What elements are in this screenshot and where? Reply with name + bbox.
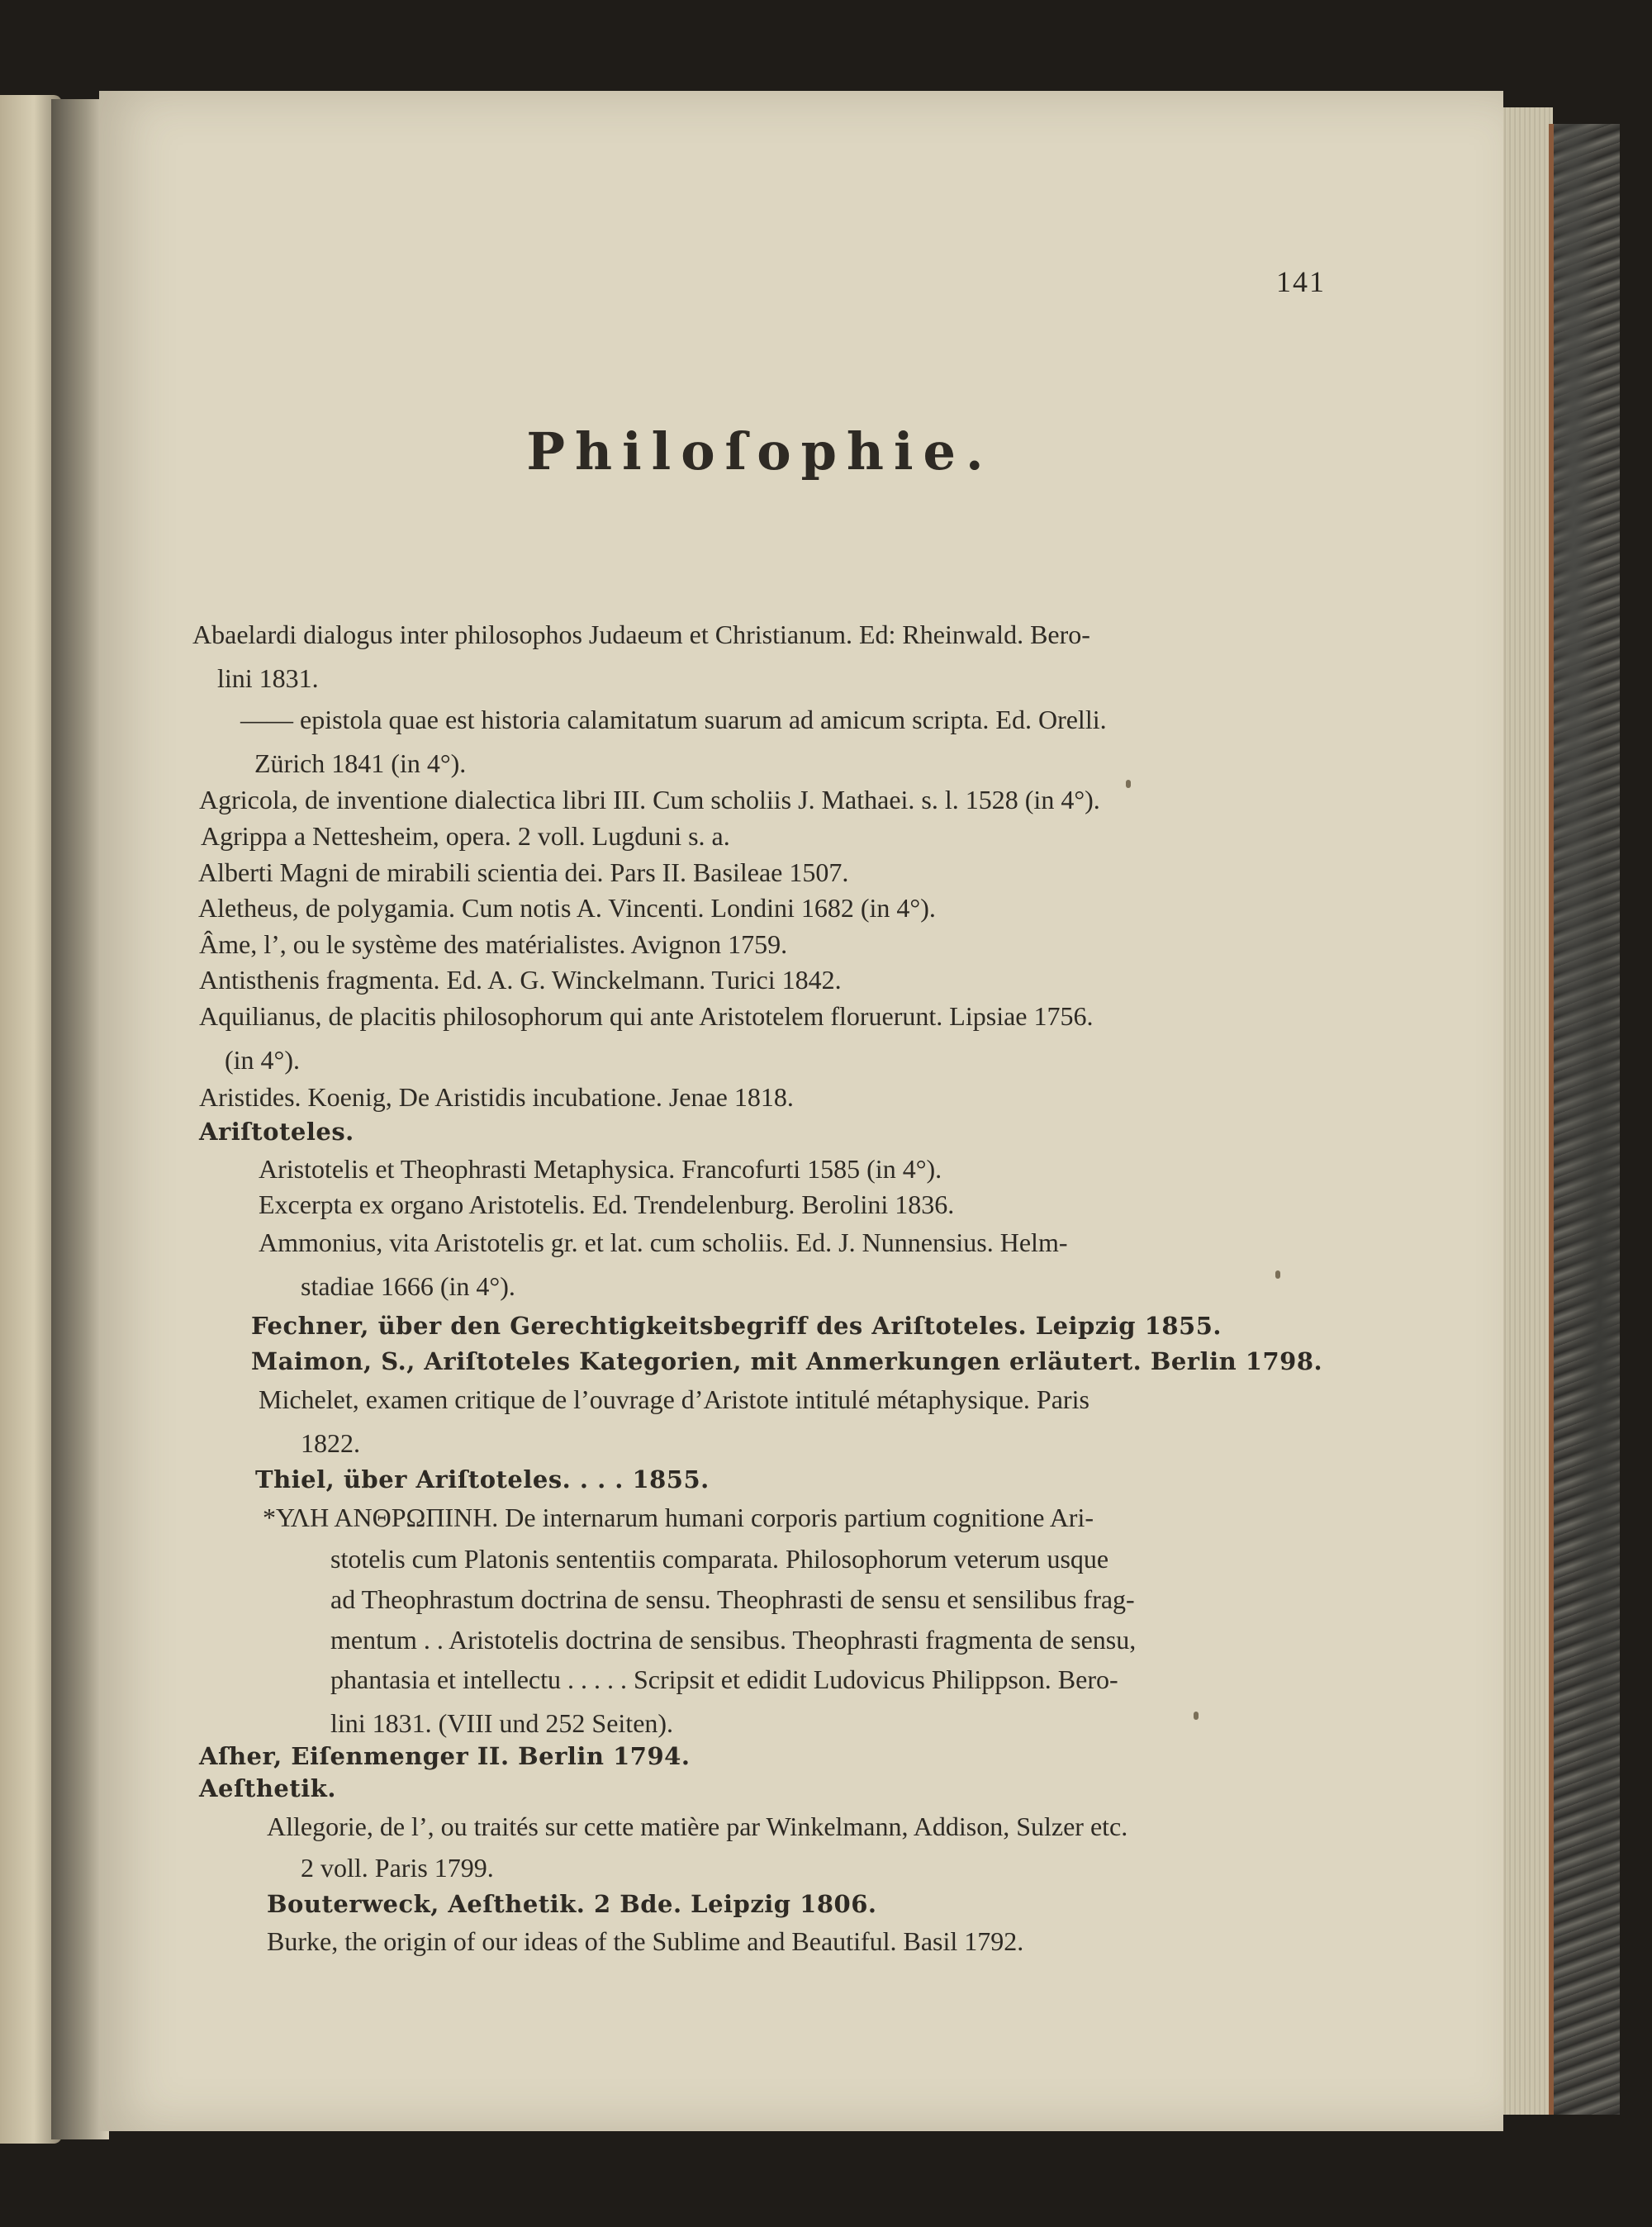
bibliography-line: ad Theophrastum doctrina de sensu. Theophrasti de sensu et sensilibus frag- bbox=[330, 1584, 1135, 1614]
bibliography-line: *ΥΛΗ ΑΝΘΡΩΠΙΝΗ. De internarum humani corporis partium cognitione Ari- bbox=[263, 1503, 1094, 1532]
bibliography-line: Abaelardi dialogus inter philosophos Judaeum et Christianum. Ed: Rheinwald. Bero- bbox=[192, 620, 1090, 649]
bibliography-line: Âme, l’, ou le système des matérialistes. Avignon 1759. bbox=[199, 929, 788, 959]
bibliography-line: Aletheus, de polygamia. Cum notis A. Vincenti. Londini 1682 (in 4°). bbox=[198, 893, 936, 923]
bibliography-line: Bouterweck, Aeſthetik. 2 Bde. Leipzig 1806. bbox=[267, 1890, 877, 1918]
page-number: 141 bbox=[1276, 265, 1326, 298]
bibliography-line: Aristotelis et Theophrasti Metaphysica. Francofurti 1585 (in 4°). bbox=[259, 1154, 942, 1184]
paper-speck bbox=[1126, 780, 1131, 788]
bibliography-line: lini 1831. (VIII und 252 Seiten). bbox=[330, 1708, 674, 1738]
bibliography-line: 2 voll. Paris 1799. bbox=[301, 1853, 494, 1883]
bibliography-line: —— epistola quae est historia calamitatum suarum ad amicum scripta. Ed. Orelli. bbox=[240, 705, 1107, 734]
bibliography-line: Ariſtoteles. bbox=[199, 1118, 354, 1146]
bibliography-line: Burke, the origin of our ideas of the Sublime and Beautiful. Basil 1792. bbox=[267, 1926, 1024, 1956]
bibliography-line: Agrippa a Nettesheim, opera. 2 voll. Lugduni s. a. bbox=[201, 821, 730, 851]
bibliography-list bbox=[99, 91, 1503, 2131]
bibliography-line: Excerpta ex organo Aristotelis. Ed. Trendelenburg. Berolini 1836. bbox=[259, 1189, 955, 1219]
bibliography-line: mentum . . Aristotelis doctrina de sensibus. Theophrasti fragmenta de sensu, bbox=[330, 1625, 1137, 1655]
bibliography-line: Alberti Magni de mirabili scientia dei. Pars II. Basileae 1507. bbox=[198, 857, 849, 887]
paper-speck bbox=[1194, 1712, 1199, 1720]
bibliography-line: stotelis cum Platonis sententiis comparata. Philosophorum veterum usque bbox=[330, 1544, 1109, 1574]
bibliography-line: Agricola, de inventione dialectica libri III. Cum scholiis J. Mathaei. s. l. 1528 (in 4°). bbox=[199, 785, 1100, 814]
bibliography-line: 1822. bbox=[301, 1428, 360, 1458]
marbled-cover bbox=[1549, 124, 1620, 2115]
bibliography-line: Fechner, über den Gerechtigkeitsbegriff des Ariſtoteles. Leipzig 1855. bbox=[251, 1312, 1222, 1340]
bibliography-line: phantasia et intellectu . . . . . Scripsit et edidit Ludovicus Philippson. Bero- bbox=[330, 1664, 1118, 1694]
bibliography-line: Maimon, S., Ariſtoteles Kategorien, mit Anmerkungen erläutert. Berlin 1798. bbox=[251, 1347, 1323, 1375]
bibliography-line: Aſher, Eiſenmenger II. Berlin 1794. bbox=[199, 1742, 691, 1770]
bibliography-line: Allegorie, de l’, ou traités sur cette matière par Winkelmann, Addison, Sulzer etc. bbox=[267, 1812, 1128, 1841]
bibliography-line: Aristides. Koenig, De Aristidis incubatione. Jenae 1818. bbox=[199, 1082, 794, 1112]
paper-speck bbox=[1275, 1270, 1280, 1279]
bibliography-line: Aeſthetik. bbox=[199, 1774, 336, 1802]
bibliography-line: stadiae 1666 (in 4°). bbox=[301, 1271, 515, 1301]
bibliography-line: (in 4°). bbox=[225, 1045, 300, 1075]
bibliography-line: Aquilianus, de placitis philosophorum qui ante Aristotelem floruerunt. Lipsiae 1756. bbox=[199, 1001, 1094, 1031]
book-page bbox=[99, 91, 1503, 2131]
bibliography-line: Michelet, examen critique de l’ouvrage d’Aristote intitulé métaphysique. Paris bbox=[259, 1384, 1089, 1414]
bibliography-line: Zürich 1841 (in 4°). bbox=[254, 748, 467, 778]
bibliography-line: Ammonius, vita Aristotelis gr. et lat. cum scholiis. Ed. J. Nunnensius. Helm- bbox=[259, 1227, 1068, 1257]
page-title: Philoſophie. bbox=[526, 421, 994, 482]
bibliography-line: Thiel, über Ariſtoteles. . . . 1855. bbox=[255, 1465, 710, 1493]
bibliography-line: Antisthenis fragmenta. Ed. A. G. Winckelmann. Turici 1842. bbox=[199, 965, 842, 995]
bibliography-line: lini 1831. bbox=[217, 663, 319, 693]
